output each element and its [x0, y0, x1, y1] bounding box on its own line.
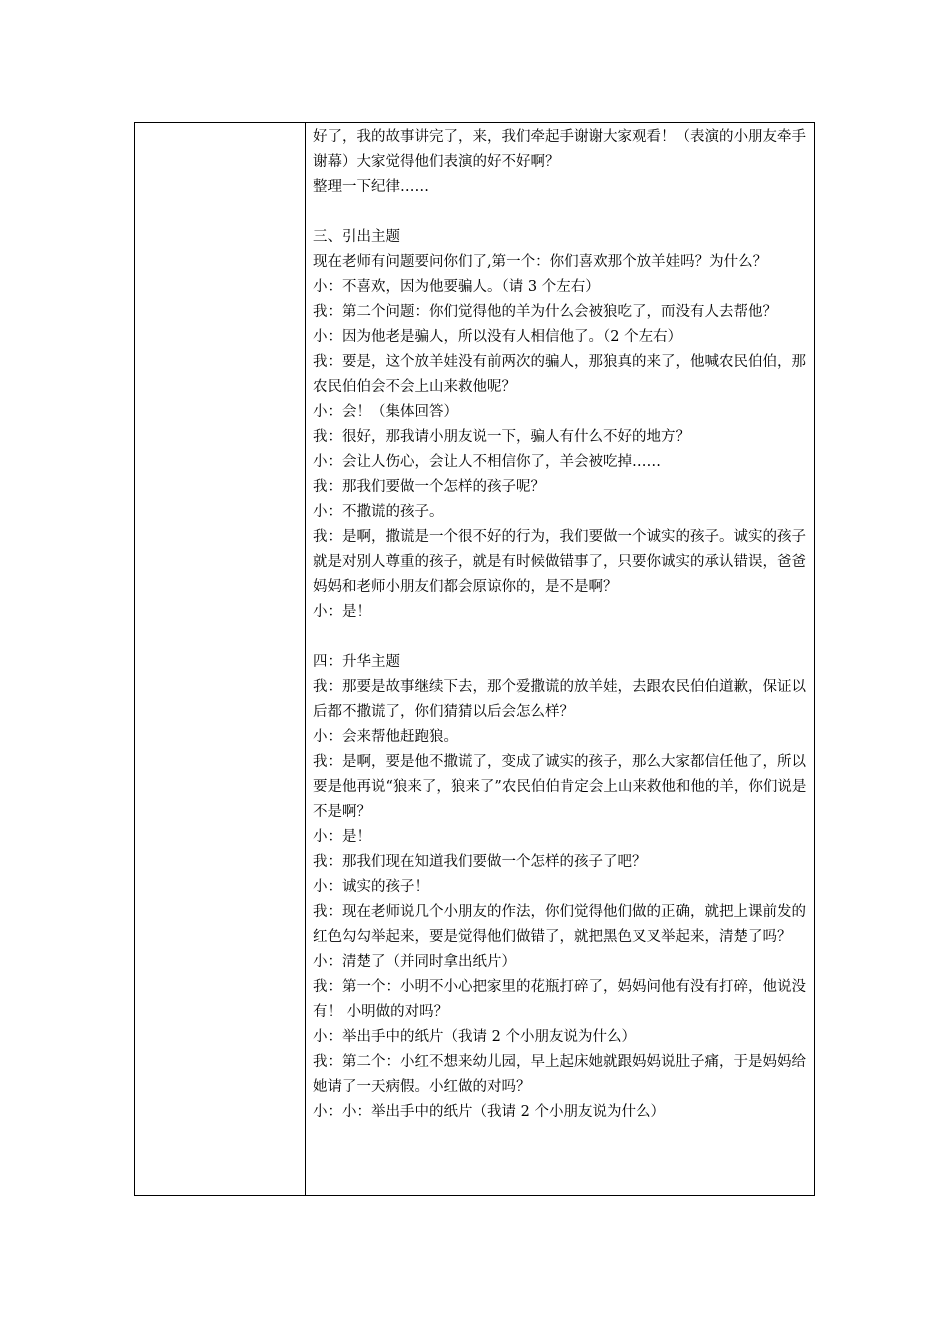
text-line: 小：不喜欢，因为他要骗人。（请 3 个左右）: [313, 279, 600, 295]
text-line: 小：因为他老是骗人，所以没有人相信他了。（2 个左右）: [313, 329, 683, 345]
text-line: 我：第二个：小红不想来幼儿园，早上起床她就跟妈妈说肚子痛，于是妈妈给她请了一天病假。小红做的对吗？: [313, 1054, 806, 1095]
text-line: 我：现在老师说几个小朋友的作法，你们觉得他们做的正确，就把上课前发的红色勾勾举起来，要是觉得他们做错了，就把黑色叉叉举起来，清楚了吗？: [313, 904, 806, 945]
text-line: 整理一下纪律……: [313, 179, 429, 195]
text-line: 我：要是，这个放羊娃没有前两次的骗人，那狼真的来了，他喊农民伯伯，那农民伯伯会不会上山来救他呢？: [313, 354, 806, 395]
text-line: 小：会！（集体回答）: [313, 404, 458, 420]
table-content-cell: [306, 123, 815, 1195]
text-line: 小：会来帮他赶跑狼。: [313, 729, 458, 745]
text-line: 我：那要是故事继续下去，那个爱撒谎的放羊娃，去跟农民伯伯道歉，保证以后都不撒谎了，你们猜猜以后会怎么样？: [313, 679, 806, 720]
text-line: 小：不撒谎的孩子。: [313, 504, 444, 520]
text-line: 我：是啊，要是他不撒谎了，变成了诚实的孩子，那么大家都信任他了，所以要是他再说“狼来了，狼来了”农民伯伯肯定会上山来救他和他的羊，你们说是不是啊？: [313, 754, 807, 820]
text-line: 四：升华主题: [313, 654, 400, 670]
text-line: 小：举出手中的纸片（我请 2 个小朋友说为什么）: [313, 1029, 636, 1045]
text-line: 我：第一个：小明不小心把家里的花瓶打碎了，妈妈问他有没有打碎，他说没有！ 小明做的对吗？: [313, 979, 806, 1020]
text-line: 我：第二个问题：你们觉得他的羊为什么会被狼吃了，而没有人去帮他？: [313, 304, 777, 320]
table-left-cell: [135, 123, 306, 1195]
text-line: 小：是！: [313, 604, 371, 620]
text-line: 小：清楚了（并同时拿出纸片）: [313, 954, 516, 970]
text-line: 我：那我们要做一个怎样的孩子呢？: [313, 479, 545, 495]
text-line: 小：会让人伤心，会让人不相信你了，羊会被吃掉……: [313, 454, 661, 470]
blank-line: [313, 625, 809, 650]
text-line: 三、引出主题: [313, 229, 400, 245]
text-line: 我：那我们现在知道我们要做一个怎样的孩子了吧？: [313, 854, 647, 870]
text-line: 现在老师有问题要问你们了,第一个：你们喜欢那个放羊娃吗？为什么？: [313, 254, 768, 270]
lesson-table: [134, 122, 815, 1196]
text-line: 我：很好，那我请小朋友说一下，骗人有什么不好的地方？: [313, 429, 690, 445]
blank-line: [313, 200, 809, 225]
text-line: 小：诚实的孩子！: [313, 879, 429, 895]
text-line: 好了，我的故事讲完了，来，我们牵起手谢谢大家观看！（表演的小朋友牵手谢幕）大家觉得他们表演的好不好啊？: [313, 129, 806, 170]
text-line: 我：是啊，撒谎是一个很不好的行为，我们要做一个诚实的孩子。诚实的孩子就是对别人尊重的孩子，就是有时候做错事了，只要你诚实的承认错误，爸爸妈妈和老师小朋友们都会原谅你的，是不是啊？: [313, 529, 806, 595]
text-line: 小：小：举出手中的纸片（我请 2 个小朋友说为什么）: [313, 1104, 665, 1120]
text-line: 小：是！: [313, 829, 371, 845]
